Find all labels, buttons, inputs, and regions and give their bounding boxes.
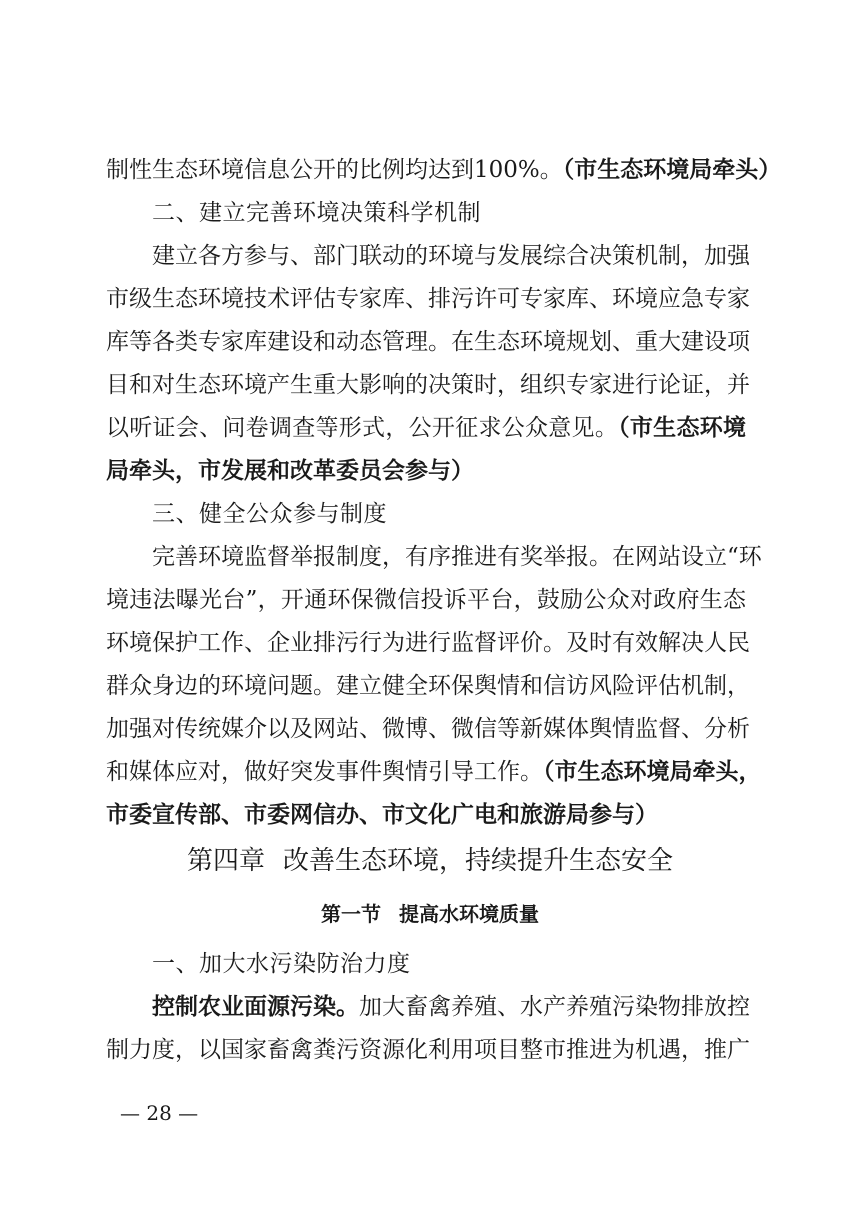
bold-lead-phrase: 控制农业面源污染。 [152, 994, 359, 1020]
body-text: 和媒体应对，做好突发事件舆情引导工作。 [106, 759, 543, 785]
paragraph-3-line-7 [106, 795, 746, 835]
body-text: 以听证会、问卷调查等形式，公开征求公众意见。 [106, 415, 619, 441]
paragraph-1-line-1 [106, 150, 782, 190]
paragraph-2-line-3: 库等各类专家库建设和动态管理。在生态环境规划、重大建设项 [106, 329, 750, 355]
paragraph-2-line-2: 市级生态环境技术评估专家库、排污许可专家库、环境应急专家 [106, 286, 750, 312]
paragraph-2-line-4: 目和对生态环境产生重大影响的决策时，组织专家进行论证，并 [106, 372, 750, 398]
chapter-name: 改善生态环境，持续提升生态安全 [283, 846, 674, 876]
body-text: 制性生态环境信息公开的比例均达到100%。 [106, 157, 563, 183]
lead-agency-text: 局牵头，市发展和改革委员会参与） [106, 458, 474, 484]
heading-2: 二、建立完善环境决策科学机制 [152, 200, 481, 226]
paragraph-2-line-6 [106, 451, 746, 491]
lead-agency-text: （市生态环境局牵头） [562, 157, 782, 183]
paragraph-4-line-1 [152, 987, 750, 1027]
paragraph-3-line-3: 环境保护工作、企业排污行为进行监督评价。及时有效解决人民 [106, 630, 750, 656]
paragraph-3-line-4: 群众身边的环境问题。建立健全环保舆情和信访风险评估机制， [106, 673, 750, 699]
body-text: 加大畜禽养殖、水产养殖污染物排放控 [359, 994, 750, 1020]
paragraph-3-line-5: 加强对传统媒介以及网站、微博、微信等新媒体舆情监督、分析 [106, 716, 750, 742]
section-name: 提高水环境质量 [399, 902, 539, 926]
heading-3: 三、健全公众参与制度 [152, 501, 387, 527]
paragraph-3-line-2: 境违法曝光台”，开通环保微信投诉平台，鼓励公众对政府生态 [106, 587, 746, 613]
paragraph-2-line-5 [106, 408, 746, 448]
chapter-title [0, 838, 860, 884]
lead-agency-text: （市生态环境局牵头， [543, 759, 762, 785]
paragraph-3-line-1: 完善环境监督举报制度，有序推进有奖举报。在网站设立“环 [152, 544, 762, 570]
section-title [0, 894, 860, 934]
paragraph-3-line-6 [106, 752, 762, 792]
lead-agency-text: （市生态环境 [618, 415, 747, 441]
chapter-number: 第四章 [186, 846, 265, 876]
paragraph-4-line-2: 制力度，以国家畜禽粪污资源化利用项目整市推进为机遇，推广 [106, 1037, 750, 1063]
page-number: — 28 — [120, 1101, 199, 1125]
lead-agency-text: 市委宣传部、市委网信办、市文化广电和旅游局参与） [106, 802, 658, 828]
paragraph-2-line-1: 建立各方参与、部门联动的环境与发展综合决策机制，加强 [152, 243, 750, 269]
heading-4: 一、加大水污染防治力度 [152, 951, 411, 977]
section-number: 第一节 [321, 902, 381, 926]
